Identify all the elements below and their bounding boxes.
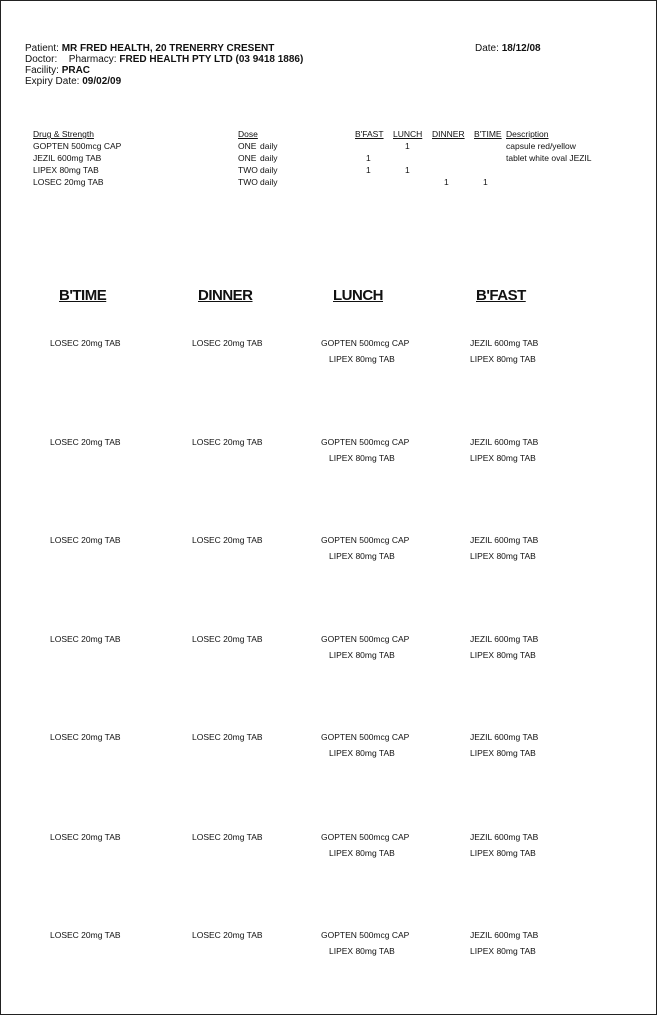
pack-dinner-label: LOSEC 20mg TAB	[192, 535, 263, 545]
facility-value: PRAC	[61, 65, 91, 76]
patient-value: MR FRED HEALTH, 20 TRENERRY CRESENT	[61, 43, 275, 54]
pack-lunch-label-1: GOPTEN 500mcg CAP	[321, 437, 410, 447]
pack-dinner-label: LOSEC 20mg TAB	[192, 634, 263, 644]
date-value: 18/12/08	[501, 43, 541, 54]
pack-lunch-label-2: LIPEX 80mg TAB	[329, 946, 395, 956]
pack-bfast-label-2: LIPEX 80mg TAB	[470, 453, 536, 463]
med-cell-desc: capsule red/yellow	[506, 141, 576, 151]
date-line	[475, 43, 541, 54]
med-cell-dose_qty: ONE	[238, 153, 257, 163]
pack-btime-label: LOSEC 20mg TAB	[50, 437, 121, 447]
med-cell-dose_freq: daily	[260, 153, 278, 163]
pack-dinner-label: LOSEC 20mg TAB	[192, 832, 263, 842]
facility-line	[25, 65, 90, 76]
th-btime: B'TIME	[474, 129, 502, 139]
pack-btime-label: LOSEC 20mg TAB	[50, 732, 121, 742]
pack-bfast-label-2: LIPEX 80mg TAB	[470, 551, 536, 561]
med-cell-dose_freq: daily	[260, 177, 278, 187]
col-dinner-heading: DINNER	[198, 287, 253, 304]
med-cell-dose_qty: TWO	[238, 165, 258, 175]
med-cell-drug: LIPEX 80mg TAB	[33, 165, 99, 175]
pack-lunch-label-2: LIPEX 80mg TAB	[329, 551, 395, 561]
pack-btime-label: LOSEC 20mg TAB	[50, 338, 121, 348]
med-cell-drug: JEZIL 600mg TAB	[33, 153, 102, 163]
med-cell-lunch: 1	[405, 165, 410, 175]
pack-lunch-label-2: LIPEX 80mg TAB	[329, 650, 395, 660]
pack-bfast-label-2: LIPEX 80mg TAB	[470, 748, 536, 758]
med-cell-bfast: 1	[366, 165, 371, 175]
pack-btime-label: LOSEC 20mg TAB	[50, 930, 121, 940]
pack-bfast-label-1: JEZIL 600mg TAB	[470, 338, 539, 348]
pack-dinner-label: LOSEC 20mg TAB	[192, 732, 263, 742]
pack-dinner-label: LOSEC 20mg TAB	[192, 338, 263, 348]
th-desc: Description	[506, 129, 549, 139]
med-cell-lunch: 1	[405, 141, 410, 151]
col-lunch-heading: LUNCH	[333, 287, 383, 304]
pack-btime-label: LOSEC 20mg TAB	[50, 634, 121, 644]
pack-lunch-label-2: LIPEX 80mg TAB	[329, 453, 395, 463]
pack-bfast-label-1: JEZIL 600mg TAB	[470, 930, 539, 940]
expiry-label: Expiry Date:	[25, 76, 80, 87]
pack-lunch-label-2: LIPEX 80mg TAB	[329, 748, 395, 758]
med-cell-btime: 1	[483, 177, 488, 187]
pack-bfast-label-2: LIPEX 80mg TAB	[470, 946, 536, 956]
pack-dinner-label: LOSEC 20mg TAB	[192, 930, 263, 940]
th-drug: Drug & Strength	[33, 129, 94, 139]
th-lunch: LUNCH	[393, 129, 423, 139]
pack-btime-label: LOSEC 20mg TAB	[50, 832, 121, 842]
doctor-line	[25, 54, 303, 65]
pack-lunch-label-2: LIPEX 80mg TAB	[329, 354, 395, 364]
pack-lunch-label-1: GOPTEN 500mcg CAP	[321, 732, 410, 742]
med-cell-dinner: 1	[444, 177, 449, 187]
col-btime-heading: B'TIME	[59, 287, 107, 304]
date-label: Date:	[475, 43, 499, 54]
pharmacy-label: Pharmacy:	[68, 54, 117, 65]
med-cell-drug: GOPTEN 500mcg CAP	[33, 141, 122, 151]
expiry-line	[25, 76, 121, 87]
expiry-value: 09/02/09	[82, 76, 122, 87]
patient-label: Patient:	[25, 43, 59, 54]
med-cell-dose_qty: TWO	[238, 177, 258, 187]
patient-line	[25, 43, 274, 54]
med-cell-dose_freq: daily	[260, 141, 278, 151]
facility-label: Facility:	[25, 65, 59, 76]
med-cell-dose_freq: daily	[260, 165, 278, 175]
pack-bfast-label-1: JEZIL 600mg TAB	[470, 535, 539, 545]
pharmacy-value: FRED HEALTH PTY LTD (03 9418 1886)	[119, 54, 304, 65]
pack-lunch-label-1: GOPTEN 500mcg CAP	[321, 338, 410, 348]
med-cell-desc: tablet white oval JEZIL	[506, 153, 592, 163]
pack-lunch-label-2: LIPEX 80mg TAB	[329, 848, 395, 858]
th-dinner: DINNER	[432, 129, 465, 139]
pack-dinner-label: LOSEC 20mg TAB	[192, 437, 263, 447]
pack-lunch-label-1: GOPTEN 500mcg CAP	[321, 634, 410, 644]
th-bfast: B'FAST	[355, 129, 384, 139]
pack-lunch-label-1: GOPTEN 500mcg CAP	[321, 535, 410, 545]
med-cell-bfast: 1	[366, 153, 371, 163]
col-bfast-heading: B'FAST	[476, 287, 526, 304]
pack-bfast-label-1: JEZIL 600mg TAB	[470, 634, 539, 644]
pack-bfast-label-1: JEZIL 600mg TAB	[470, 437, 539, 447]
med-cell-dose_qty: ONE	[238, 141, 257, 151]
pack-bfast-label-1: JEZIL 600mg TAB	[470, 832, 539, 842]
pack-btime-label: LOSEC 20mg TAB	[50, 535, 121, 545]
pack-lunch-label-1: GOPTEN 500mcg CAP	[321, 930, 410, 940]
pack-bfast-label-2: LIPEX 80mg TAB	[470, 848, 536, 858]
pack-bfast-label-1: JEZIL 600mg TAB	[470, 732, 539, 742]
pack-bfast-label-2: LIPEX 80mg TAB	[470, 650, 536, 660]
doctor-label: Doctor:	[25, 54, 58, 65]
med-cell-drug: LOSEC 20mg TAB	[33, 177, 104, 187]
pack-lunch-label-1: GOPTEN 500mcg CAP	[321, 832, 410, 842]
th-dose: Dose	[238, 129, 258, 139]
pack-bfast-label-2: LIPEX 80mg TAB	[470, 354, 536, 364]
